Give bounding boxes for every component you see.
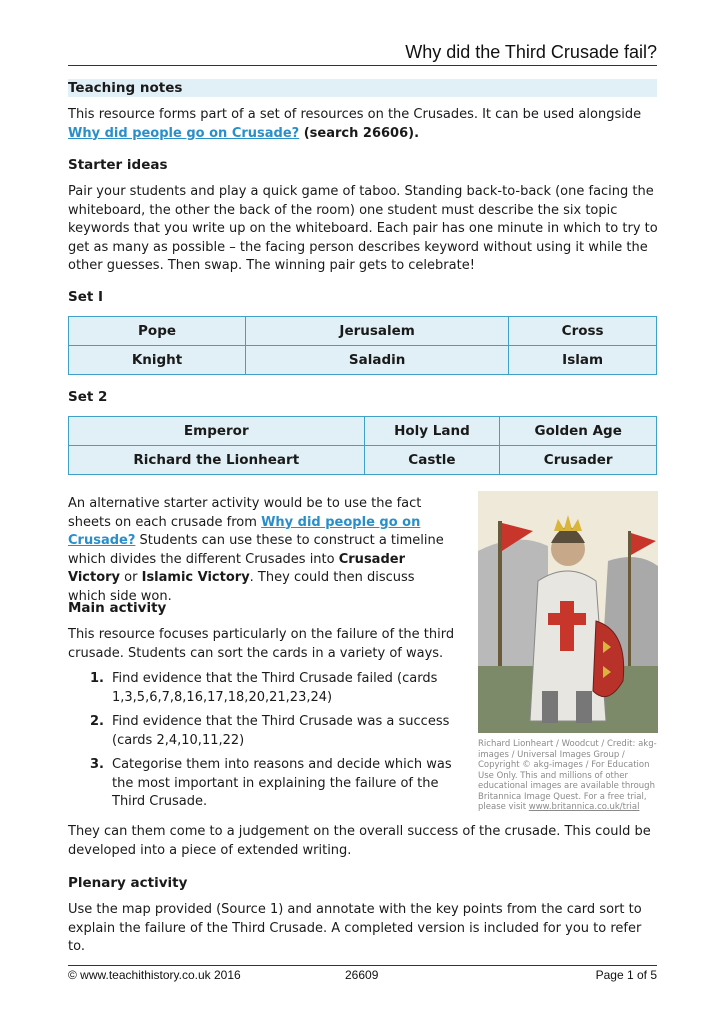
keyword-cell: Golden Age [500,417,657,446]
keyword-cell: Cross [509,317,657,346]
page-header-title: Why did the Third Crusade fail? [405,42,657,62]
plenary-paragraph: Use the map provided (Source 1) and annotate with the key points from the card sort to explain the failure of the Third Crusade. A completed version is included for you to refer to. [68,902,642,954]
set2-table [68,416,657,475]
keyword-cell: Islam [509,346,657,375]
teaching-notes-heading: Teaching notes [68,80,183,96]
main-activity-paragraph: This resource focuses particularly on the failure of the third crusade. Students can sort the cards in a variety of ways. [68,627,455,661]
main-activity-list [68,670,458,818]
intro-search-ref: (search 26606). [299,125,420,141]
footer-rule [68,965,657,966]
table-row [69,446,657,475]
image-caption: Richard Lionheart / Woodcut / Credit: akg-images / Universal Images Group / Copyright © akg-images / For Education Use Only. This and millions of other educational images are available through Britannica Image Quest. For a free trial, please visit www.britannica.co.uk/trial [478,739,657,812]
richard-lionheart-woodcut-image [478,491,658,733]
keyword-cell: Richard the Lionheart [69,446,365,475]
intro-link[interactable]: Why did people go on Crusade? [68,125,300,141]
list-item: 2. Find evidence that the Third Crusade was a success (cards 2,4,10,11,22) [90,714,450,748]
list-item: 1. Find evidence that the Third Crusade failed (cards 1,3,5,6,7,8,16,17,18,20,21,23,24) [90,671,438,705]
header-rule [68,65,657,66]
conclusion-paragraph: They can them come to a judgement on the overall success of the crusade. This could be developed into a piece of extended writing. [68,824,651,858]
list-item: 3. Categorise them into reasons and decide which was the most important in explaining the failure of the Third Crusade. [90,757,452,809]
starter-paragraph: Pair your students and play a quick game of taboo. Standing back-to-back (one facing the whiteboard, the other the back of the room) one student must describe the six topic keywords that you write up on the whiteboard. Each pair has one minute in which to try to get as many as possible – the facing person describes keyword without using it while the other guesses. Then swap. The winning pair gets to celebrate! [68,184,658,273]
keyword-cell: Knight [69,346,246,375]
keyword-cell: Crusader [500,446,657,475]
footer-resource-number: 26609 [345,968,379,982]
set1-heading: Set I [68,289,104,305]
alternative-paragraph: An alternative starter activity would be to use the fact sheets on each crusade from Why did people go on Crusade? Students can use these to construct a timeline which divides the different Crusades into Crusader Victory or Islamic Victory. They could then discuss which side won. [68,496,444,604]
table-row [69,346,657,375]
set1-table [68,316,657,375]
alternative-link[interactable]: Why did people go on Crusade? [68,514,421,548]
keyword-cell: Pope [69,317,246,346]
keyword-cell: Castle [364,446,500,475]
keyword-cell: Emperor [69,417,365,446]
keyword-cell: Holy Land [364,417,500,446]
keyword-cell: Saladin [246,346,509,375]
intro-paragraph: This resource forms part of a set of resources on the Crusades. It can be used alongside Why did people go on Crusade? (search 26606). [68,107,642,141]
plenary-heading: Plenary activity [68,875,188,891]
table-row [69,417,657,446]
knight-illustration [478,491,658,733]
footer-page-number: Page 1 of 5 [595,968,657,982]
main-activity-heading: Main activity [68,600,167,616]
teaching-notes-band [68,79,657,97]
keyword-cell: Jerusalem [246,317,509,346]
starter-heading: Starter ideas [68,157,168,173]
footer-copyright: © www.teachithistory.co.uk 2016 [68,968,241,982]
caption-trial-link[interactable]: www.britannica.co.uk/trial [528,802,640,812]
set2-heading: Set 2 [68,389,108,405]
table-row [69,317,657,346]
